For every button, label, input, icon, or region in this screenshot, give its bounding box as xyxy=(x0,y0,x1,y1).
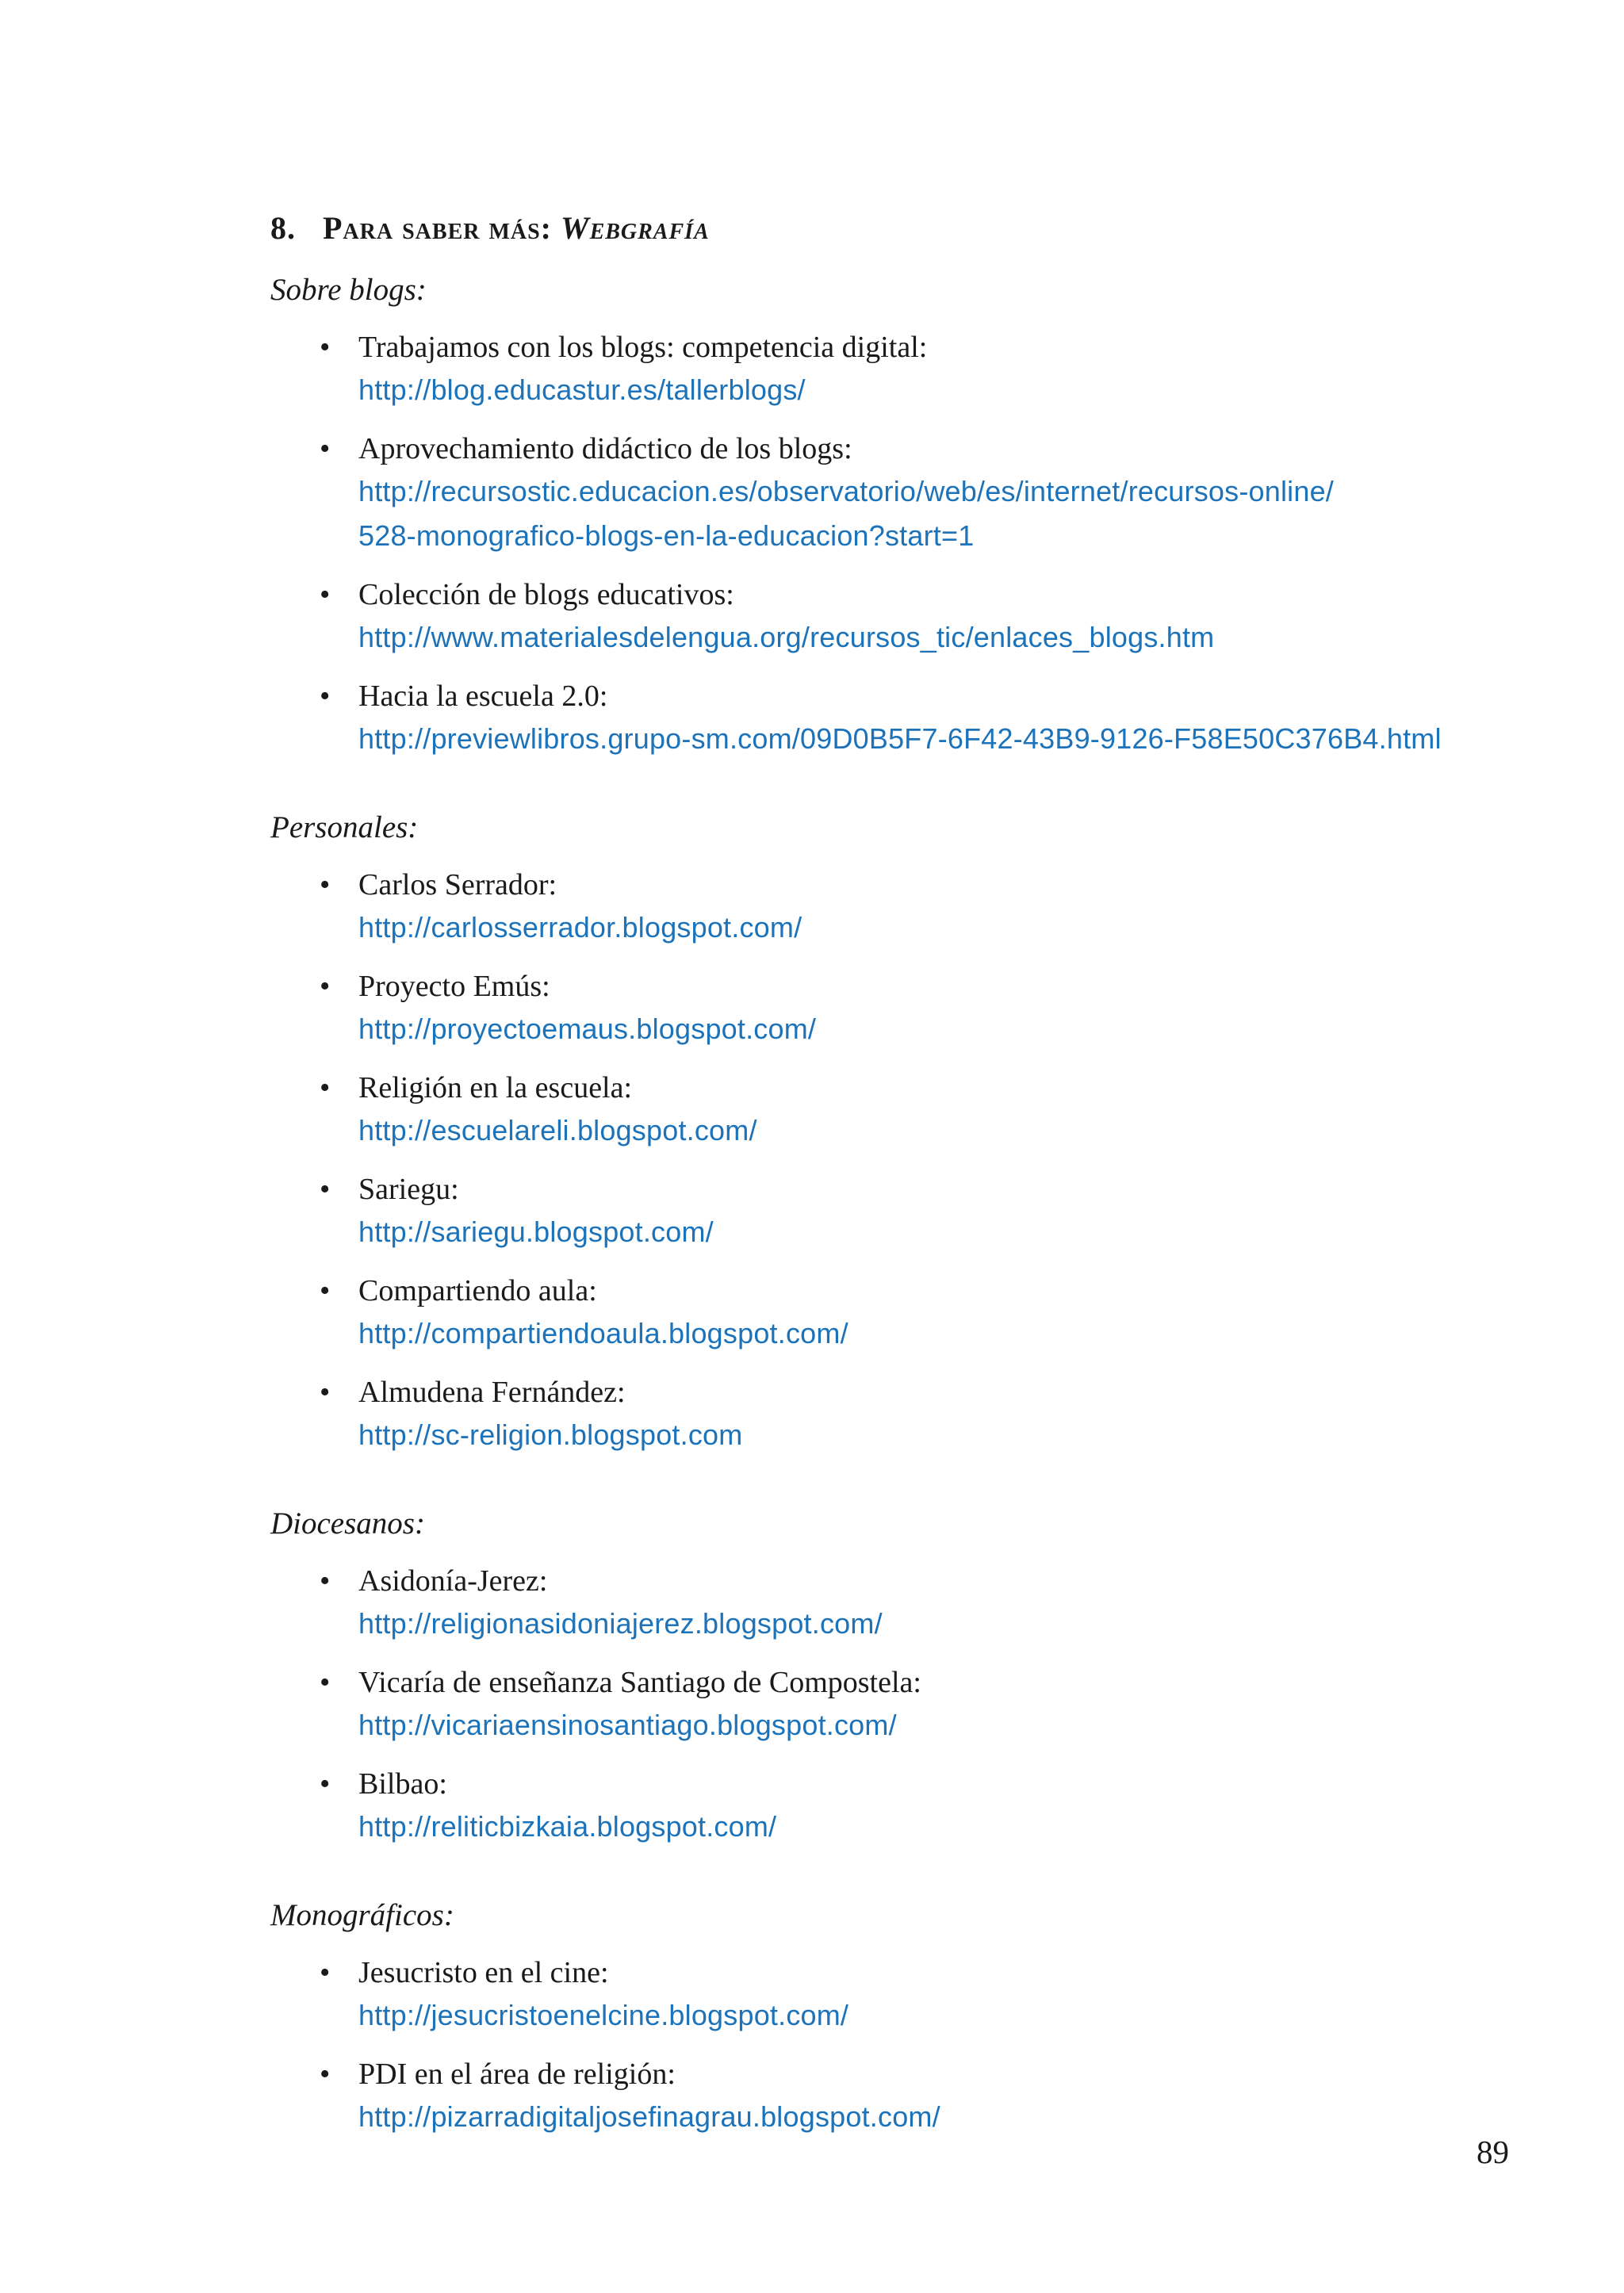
item-url-link[interactable]: http://escuelareli.blogspot.com/ xyxy=(358,1114,757,1146)
item-label: PDI en el área de religión: xyxy=(358,2058,676,2091)
list-item xyxy=(270,1560,1523,1646)
item-url-link[interactable]: http://sariegu.blogspot.com/ xyxy=(358,1215,714,1248)
list-item xyxy=(270,574,1523,660)
item-url-link[interactable]: http://proyectoemaus.blogspot.com/ xyxy=(358,1013,817,1045)
item-label: Compartiendo aula: xyxy=(358,1274,597,1307)
heading-number: 8. xyxy=(270,210,296,246)
item-url-link[interactable]: http://reliticbizkaia.blogspot.com/ xyxy=(358,1810,777,1843)
heading-subtitle: Webgrafía xyxy=(561,210,710,246)
item-label: Bilbao: xyxy=(358,1767,447,1801)
page-number: 89 xyxy=(1477,2134,1509,2170)
item-list xyxy=(270,327,1523,761)
item-label: Almudena Fernández: xyxy=(358,1376,626,1409)
list-item xyxy=(270,966,1523,1051)
list-item xyxy=(270,2054,1523,2139)
section-title: Personales: xyxy=(270,810,419,844)
section-title: Sobre blogs: xyxy=(270,273,427,307)
item-url-link[interactable]: http://carlosserrador.blogspot.com/ xyxy=(358,911,802,944)
bullet-icon: • xyxy=(320,868,331,902)
list-item xyxy=(270,676,1523,761)
bullet-icon: • xyxy=(320,432,331,465)
webography-sections xyxy=(270,270,1523,2139)
webography-section xyxy=(270,270,1523,761)
bullet-icon: • xyxy=(320,1666,331,1699)
list-item xyxy=(270,428,1523,558)
bullet-icon: • xyxy=(320,1564,331,1598)
item-url-link[interactable]: http://www.materialesdelengua.org/recursos_tic/enlaces_blogs.htm xyxy=(358,621,1215,653)
section-title: Monográficos: xyxy=(270,1898,454,1932)
item-url-link[interactable]: http://previewlibros.grupo-sm.com/09D0B5F7-6F42-43B9-9126-F58E50C376B4.html xyxy=(358,722,1442,755)
list-item xyxy=(270,1372,1523,1457)
item-url-link[interactable]: http://compartiendoaula.blogspot.com/ xyxy=(358,1317,848,1349)
bullet-icon: • xyxy=(320,2058,331,2091)
bullet-icon: • xyxy=(320,1376,331,1409)
item-url-link[interactable]: http://vicariaensinosantiago.blogspot.com/ xyxy=(358,1709,897,1741)
item-list xyxy=(270,1560,1523,1849)
bullet-icon: • xyxy=(320,1767,331,1801)
list-item xyxy=(270,1763,1523,1849)
webography-section xyxy=(270,1895,1523,2139)
bullet-icon: • xyxy=(320,578,331,611)
bullet-icon: • xyxy=(320,1071,331,1104)
list-item xyxy=(270,327,1523,412)
list-item xyxy=(270,1662,1523,1748)
heading-text: Para saber más: xyxy=(323,210,553,246)
item-list xyxy=(270,1952,1523,2139)
webography-section xyxy=(270,1503,1523,1849)
item-url-link[interactable]: http://religionasidoniajerez.blogspot.com/ xyxy=(358,1607,883,1640)
item-label: Aprovechamiento didáctico de los blogs: xyxy=(358,432,852,465)
item-url-link[interactable]: http://blog.educastur.es/tallerblogs/ xyxy=(358,373,806,406)
item-url-link[interactable]: http://pizarradigitaljosefinagrau.blogspot.com/ xyxy=(358,2100,940,2133)
webography-section xyxy=(270,807,1523,1457)
bullet-icon: • xyxy=(320,1173,331,1206)
bullet-icon: • xyxy=(320,679,331,713)
item-label: Colección de blogs educativos: xyxy=(358,578,734,611)
item-label: Trabajamos con los blogs: competencia digital: xyxy=(358,331,928,364)
bullet-icon: • xyxy=(320,331,331,364)
list-item xyxy=(270,1952,1523,2038)
list-item xyxy=(270,1169,1523,1254)
item-label: Sariegu: xyxy=(358,1173,459,1206)
bullet-icon: • xyxy=(320,970,331,1003)
bullet-icon: • xyxy=(320,1956,331,1989)
item-label: Religión en la escuela: xyxy=(358,1071,633,1104)
item-label: Asidonía-Jerez: xyxy=(358,1564,548,1598)
item-url-link[interactable]: http://sc-religion.blogspot.com xyxy=(358,1418,743,1451)
page-content xyxy=(270,208,1523,2139)
item-list xyxy=(270,864,1523,1457)
item-label: Hacia la escuela 2.0: xyxy=(358,679,608,713)
section-title: Diocesanos: xyxy=(270,1506,425,1541)
list-item xyxy=(270,1270,1523,1356)
item-label: Proyecto Emús: xyxy=(358,970,550,1003)
page-title xyxy=(270,208,1523,249)
item-label: Jesucristo en el cine: xyxy=(358,1956,609,1989)
list-item xyxy=(270,864,1523,950)
item-url-link[interactable]: 528-monografico-blogs-en-la-educacion?start=1 xyxy=(358,519,975,552)
item-url-link[interactable]: http://jesucristoenelcine.blogspot.com/ xyxy=(358,1999,849,2031)
list-item xyxy=(270,1067,1523,1153)
bullet-icon: • xyxy=(320,1274,331,1307)
item-label: Vicaría de enseñanza Santiago de Compostela: xyxy=(358,1666,921,1699)
item-label: Carlos Serrador: xyxy=(358,868,557,902)
item-url-link[interactable]: http://recursostic.educacion.es/observatorio/web/es/internet/recursos-online/ xyxy=(358,475,1335,507)
